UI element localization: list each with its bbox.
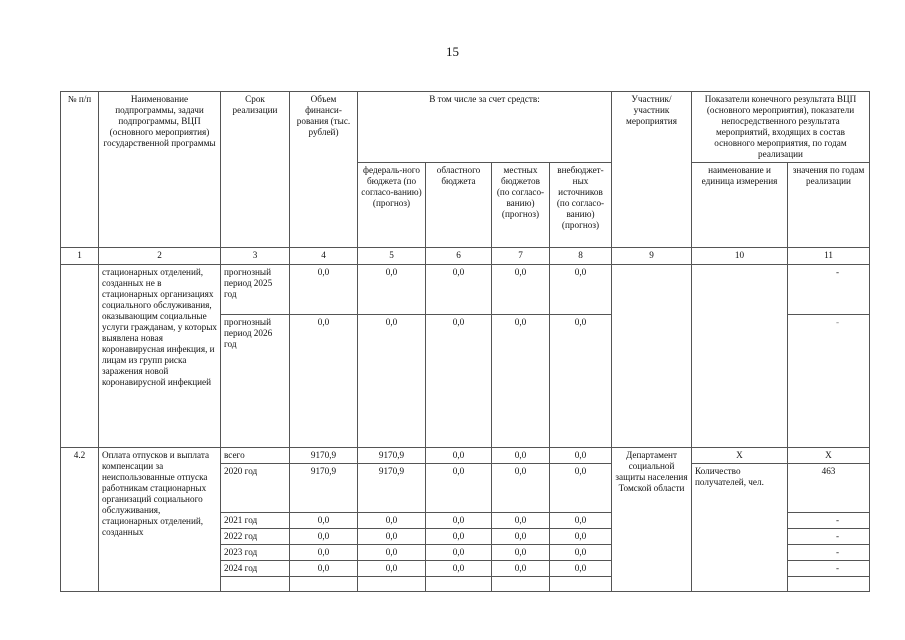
page-number: 15 (446, 44, 459, 59)
table-row (61, 448, 870, 464)
local-cell: 0,0 (492, 513, 550, 529)
local-cell: 0,0 (492, 561, 550, 577)
extra-cell: 0,0 (550, 315, 612, 448)
regional-cell: 0,0 (426, 513, 492, 529)
term-cell: прогнозный период 2026 год (221, 315, 290, 448)
federal-cell: 9170,9 (358, 464, 426, 513)
term-cell: всего (221, 448, 290, 464)
header-indicator-name: наименование и единица измерения (692, 163, 788, 248)
participant-empty (612, 265, 692, 448)
column-number: 6 (426, 248, 492, 265)
header-term: Срок реализации (221, 92, 290, 248)
local-cell: 0,0 (492, 529, 550, 545)
column-number: 2 (99, 248, 221, 265)
header-volume: Объем финанси-рования (тыс. рублей) (290, 92, 358, 248)
extra-cell: 0,0 (550, 448, 612, 464)
header-indicators-group: Показатели конечного результата ВЦП (основного мероприятия), показатели непосредственного результата мероприятий, входящих в состав основного мероприятия, по годам реализации (692, 92, 870, 163)
indicator-name-cell: Количество получателей, чел. (692, 464, 788, 592)
federal-cell: 0,0 (358, 545, 426, 561)
local-cell: 0,0 (492, 265, 550, 315)
indicator-value-cell: - (788, 265, 870, 315)
header-row-1 (61, 92, 870, 163)
term-cell: прогнозный период 2025 год (221, 265, 290, 315)
volume-cell (290, 577, 358, 592)
volume-cell: 0,0 (290, 265, 358, 315)
extra-cell: 0,0 (550, 529, 612, 545)
extra-cell (550, 577, 612, 592)
column-number-row (61, 248, 870, 265)
column-number: 3 (221, 248, 290, 265)
regional-cell: 0,0 (426, 545, 492, 561)
column-number: 11 (788, 248, 870, 265)
regional-cell: 0,0 (426, 529, 492, 545)
regional-cell: 0,0 (426, 561, 492, 577)
column-number: 1 (61, 248, 99, 265)
header-federal: федераль-ного бюджета (по согласо-ванию) (прогноз) (358, 163, 426, 248)
term-cell: 2020 год (221, 464, 290, 513)
term-cell: 2022 год (221, 529, 290, 545)
indicator-value-cell: - (788, 315, 870, 448)
extra-cell: 0,0 (550, 545, 612, 561)
federal-cell: 0,0 (358, 513, 426, 529)
volume-cell: 0,0 (290, 561, 358, 577)
participant-cell: Департамент социальной защиты населения Томской области (612, 448, 692, 592)
volume-cell: 0,0 (290, 529, 358, 545)
extra-cell: 0,0 (550, 464, 612, 513)
header-participant: Участник/ участник мероприятия (612, 92, 692, 248)
indicator-name-empty (692, 265, 788, 448)
term-cell: 2024 год (221, 561, 290, 577)
indicator-name-x: X (692, 448, 788, 464)
local-cell: 0,0 (492, 315, 550, 448)
regional-cell: 0,0 (426, 315, 492, 448)
local-cell: 0,0 (492, 448, 550, 464)
column-number: 5 (358, 248, 426, 265)
column-number: 4 (290, 248, 358, 265)
indicator-value-cell: - (788, 513, 870, 529)
federal-cell: 0,0 (358, 265, 426, 315)
volume-cell: 0,0 (290, 545, 358, 561)
indicator-value-cell: - (788, 545, 870, 561)
header-sources-group: В том числе за счет средств: (358, 92, 612, 163)
federal-cell: 9170,9 (358, 448, 426, 464)
federal-cell (358, 577, 426, 592)
column-number: 8 (550, 248, 612, 265)
indicator-value-cell: - (788, 529, 870, 545)
term-cell: 2023 год (221, 545, 290, 561)
indicator-value-cell (788, 577, 870, 592)
program-table (60, 91, 870, 592)
column-number: 10 (692, 248, 788, 265)
row-no: 4.2 (61, 448, 99, 592)
local-cell: 0,0 (492, 545, 550, 561)
volume-cell: 9170,9 (290, 448, 358, 464)
volume-cell: 9170,9 (290, 464, 358, 513)
local-cell (492, 577, 550, 592)
header-regional: областного бюджета (426, 163, 492, 248)
header-no: № п/п (61, 92, 99, 248)
measure-name: Оплата отпусков и выплата компенсации за неиспользованные отпуска работникам стационарных организаций социального обслуживания, стационарных отделений, созданных (99, 448, 221, 592)
indicator-value-x: X (788, 448, 870, 464)
regional-cell: 0,0 (426, 464, 492, 513)
volume-cell: 0,0 (290, 513, 358, 529)
regional-cell: 0,0 (426, 265, 492, 315)
federal-cell: 0,0 (358, 315, 426, 448)
federal-cell: 0,0 (358, 529, 426, 545)
row-no-empty (61, 265, 99, 448)
column-number: 9 (612, 248, 692, 265)
regional-cell (426, 577, 492, 592)
header-indicator-value: значения по годам реализации (788, 163, 870, 248)
local-cell: 0,0 (492, 464, 550, 513)
header-name: Наименование подпрограммы, задачи подпрограммы, ВЦП (основного мероприятия) государственной программы (99, 92, 221, 248)
column-number: 7 (492, 248, 550, 265)
term-cell: 2021 год (221, 513, 290, 529)
subprogram-name: стационарных отделений, созданных не в стационарных организациях социального обслуживания, оказывающим социальные услуги гражданам, у которых выявлена новая коронавирусная инфекция, и лицам из групп риска заражения новой коронавирусной инфекцией (99, 265, 221, 448)
term-cell (221, 577, 290, 592)
header-extra: внебюджет-ных источников (по согласо-ванию) (прогноз) (550, 163, 612, 248)
indicator-value-cell: - (788, 561, 870, 577)
header-local: местных бюджетов (по согласо-ванию) (прогноз) (492, 163, 550, 248)
table-row (61, 265, 870, 315)
extra-cell: 0,0 (550, 513, 612, 529)
volume-cell: 0,0 (290, 315, 358, 448)
regional-cell: 0,0 (426, 448, 492, 464)
extra-cell: 0,0 (550, 561, 612, 577)
extra-cell: 0,0 (550, 265, 612, 315)
indicator-value-cell: 463 (788, 464, 870, 513)
federal-cell: 0,0 (358, 561, 426, 577)
